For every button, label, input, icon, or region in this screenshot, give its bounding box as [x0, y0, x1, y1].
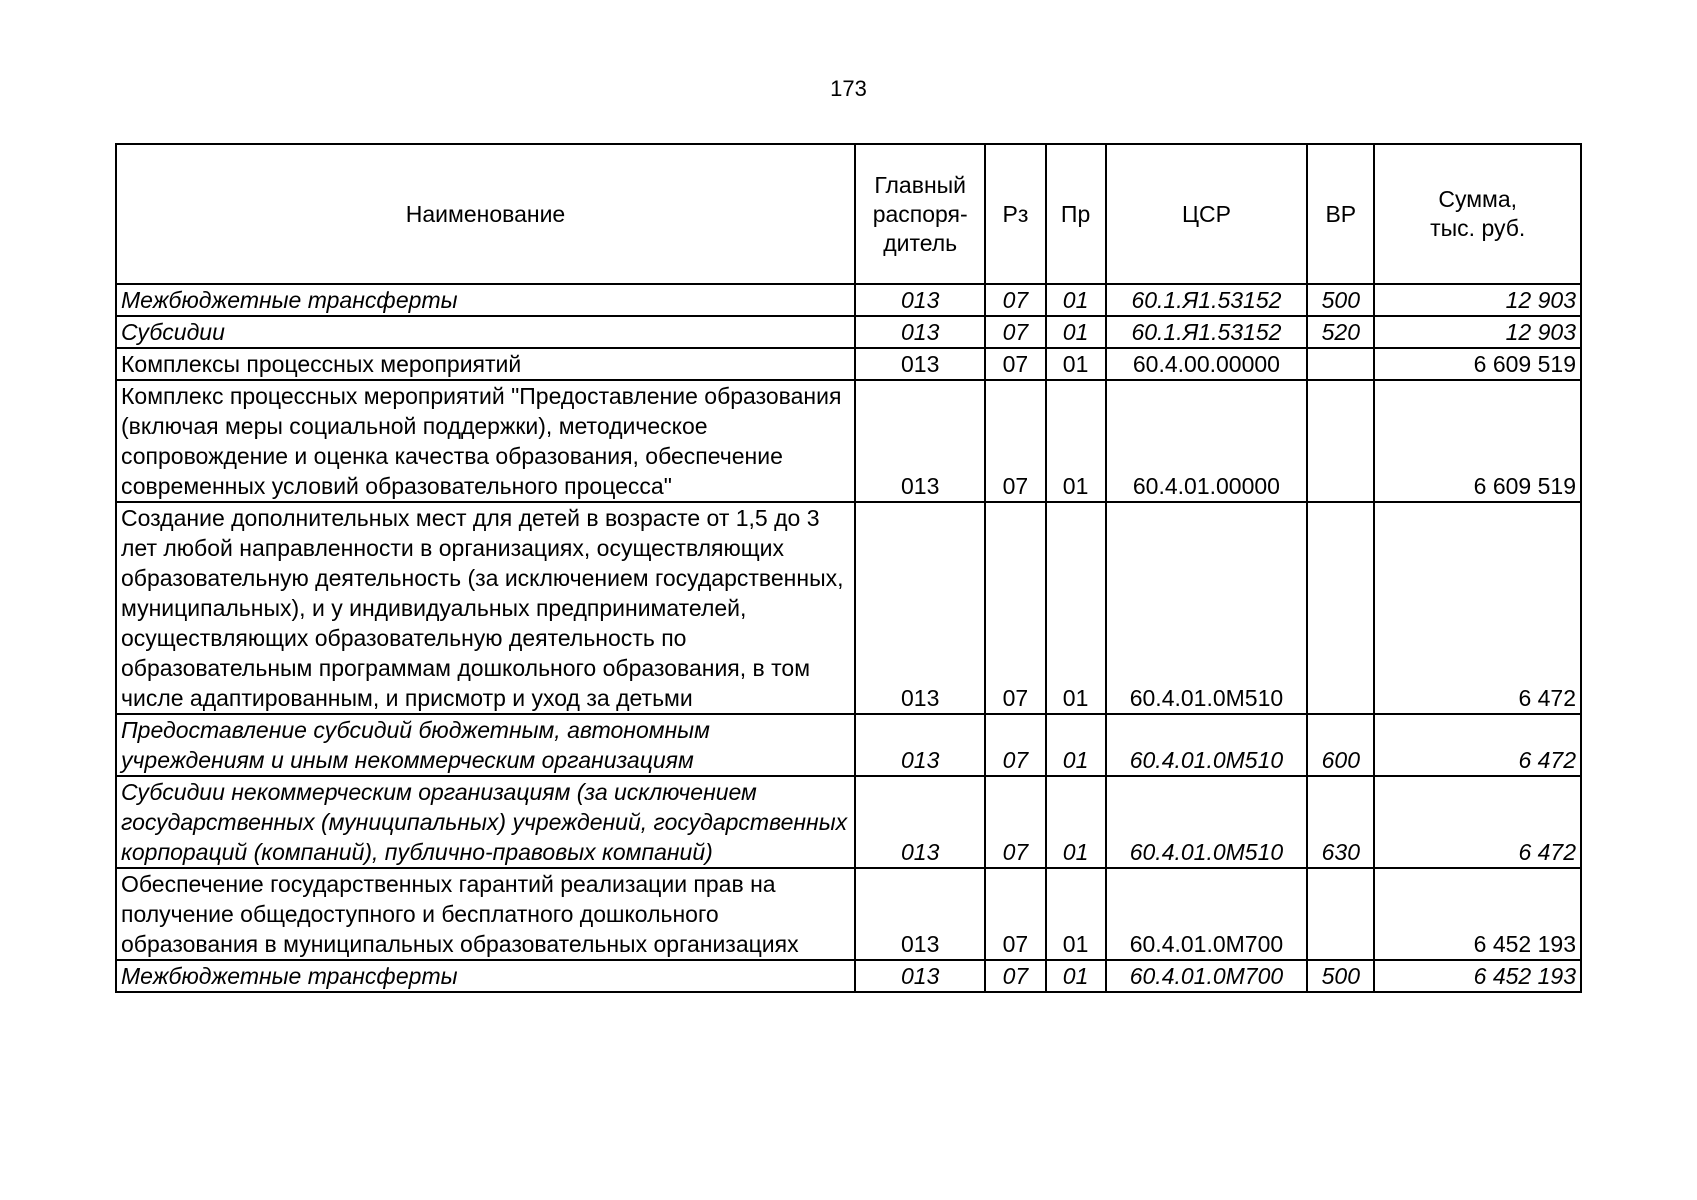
row-csr: 60.4.00.00000: [1106, 348, 1308, 380]
row-grs: 013: [855, 960, 985, 992]
row-name: Создание дополнительных мест для детей в возрасте от 1,5 до 3 лет любой направленности в организациях, осуществляющих образовательную деятельность (за исключением государственных, муниципальных), и у индивидуальных предпринимателей, осуществляющих образовательную деятельность по образовательным программам дошкольного образования, в том числе адаптированным, и присмотр и уход за детьми: [116, 502, 855, 714]
row-csr: 60.4.01.0М510: [1106, 714, 1308, 776]
row-pr: 01: [1046, 348, 1106, 380]
row-sum: 6 609 519: [1374, 348, 1581, 380]
table-row: [116, 502, 1581, 714]
row-name: Межбюджетные трансферты: [116, 960, 855, 992]
row-name: Субсидии некоммерческим организациям (за исключением государственных (муниципальных) учреждений, государственных корпораций (компаний), публично-правовых компаний): [116, 776, 855, 868]
row-name: Предоставление субсидий бюджетным, автономным учреждениям и иным некоммерческим организациям: [116, 714, 855, 776]
row-pr: 01: [1046, 502, 1106, 714]
header-row: [116, 144, 1581, 284]
row-grs: 013: [855, 316, 985, 348]
row-rz: 07: [985, 868, 1045, 960]
table-row: [116, 776, 1581, 868]
row-pr: 01: [1046, 316, 1106, 348]
row-pr: 01: [1046, 868, 1106, 960]
header-name: Наименование: [116, 144, 855, 284]
header-pr: Пр: [1046, 144, 1106, 284]
row-name: Межбюджетные трансферты: [116, 284, 855, 316]
header-sum: Сумма, тыс. руб.: [1374, 144, 1581, 284]
row-rz: 07: [985, 502, 1045, 714]
row-vr: 520: [1307, 316, 1374, 348]
row-name: Субсидии: [116, 316, 855, 348]
table-row: [116, 284, 1581, 316]
row-sum: 6 452 193: [1374, 868, 1581, 960]
table-row: [116, 960, 1581, 992]
row-sum: 6 472: [1374, 502, 1581, 714]
row-sum: 6 452 193: [1374, 960, 1581, 992]
row-rz: 07: [985, 776, 1045, 868]
page-number: 173: [830, 76, 867, 101]
header-grs: Главный распоря- дитель: [855, 144, 985, 284]
table-row: [116, 348, 1581, 380]
table-row: [116, 714, 1581, 776]
row-rz: 07: [985, 284, 1045, 316]
row-pr: 01: [1046, 380, 1106, 502]
row-vr: [1307, 502, 1374, 714]
table-row: [116, 380, 1581, 502]
row-rz: 07: [985, 316, 1045, 348]
row-sum: 6 609 519: [1374, 380, 1581, 502]
row-name: Обеспечение государственных гарантий реализации прав на получение общедоступного и бесплатного дошкольного образования в муниципальных образовательных организациях: [116, 868, 855, 960]
row-vr: [1307, 868, 1374, 960]
row-rz: 07: [985, 380, 1045, 502]
row-grs: 013: [855, 776, 985, 868]
row-sum: 12 903: [1374, 316, 1581, 348]
row-grs: 013: [855, 348, 985, 380]
row-grs: 013: [855, 380, 985, 502]
row-sum: 6 472: [1374, 776, 1581, 868]
table-row: [116, 316, 1581, 348]
row-csr: 60.1.Я1.53152: [1106, 284, 1308, 316]
budget-table: [115, 143, 1582, 993]
row-vr: 630: [1307, 776, 1374, 868]
row-rz: 07: [985, 348, 1045, 380]
row-pr: 01: [1046, 960, 1106, 992]
row-rz: 07: [985, 714, 1045, 776]
row-name: Комплекс процессных мероприятий "Предоставление образования (включая меры социальной поддержки), методическое сопровождение и оценка качества образования, обеспечение современных условий образовательного процесса": [116, 380, 855, 502]
row-csr: 60.4.01.0М510: [1106, 776, 1308, 868]
row-csr: 60.4.01.00000: [1106, 380, 1308, 502]
row-rz: 07: [985, 960, 1045, 992]
header-vr: ВР: [1307, 144, 1374, 284]
row-pr: 01: [1046, 714, 1106, 776]
row-csr: 60.1.Я1.53152: [1106, 316, 1308, 348]
row-name: Комплексы процессных мероприятий: [116, 348, 855, 380]
row-grs: 013: [855, 284, 985, 316]
row-pr: 01: [1046, 776, 1106, 868]
row-vr: [1307, 380, 1374, 502]
row-sum: 6 472: [1374, 714, 1581, 776]
row-vr: 500: [1307, 960, 1374, 992]
header-csr: ЦСР: [1106, 144, 1308, 284]
row-vr: 500: [1307, 284, 1374, 316]
row-grs: 013: [855, 714, 985, 776]
row-csr: 60.4.01.0М700: [1106, 868, 1308, 960]
row-vr: 600: [1307, 714, 1374, 776]
row-grs: 013: [855, 868, 985, 960]
row-csr: 60.4.01.0М510: [1106, 502, 1308, 714]
row-pr: 01: [1046, 284, 1106, 316]
row-grs: 013: [855, 502, 985, 714]
header-rz: Рз: [985, 144, 1045, 284]
row-vr: [1307, 348, 1374, 380]
table-row: [116, 868, 1581, 960]
row-sum: 12 903: [1374, 284, 1581, 316]
row-csr: 60.4.01.0М700: [1106, 960, 1308, 992]
